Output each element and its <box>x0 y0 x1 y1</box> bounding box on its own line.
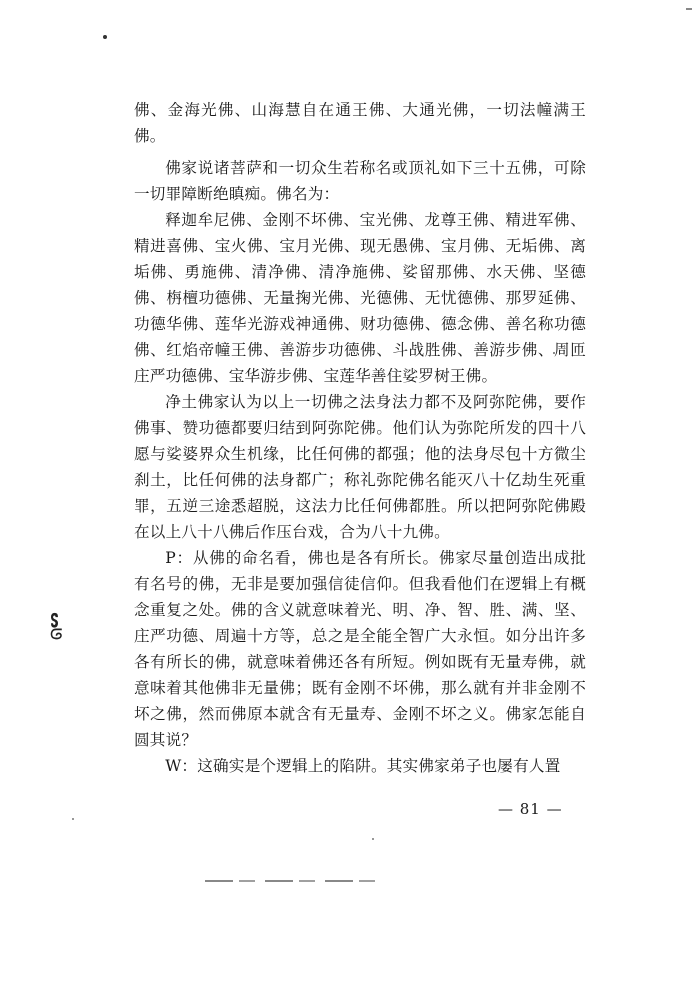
margin-mark: ᔕᘎ <box>46 612 63 640</box>
scan-speck <box>72 818 74 820</box>
scan-speck <box>686 8 692 10</box>
paragraph-continuation: 佛、金海光佛、山海慧自在通王佛、大通光佛，一切法幢满王佛。 <box>134 101 586 145</box>
scan-artifact-line <box>205 880 380 882</box>
paragraph-35-buddhas-intro: 佛家说诸菩萨和一切众生若称名或顶礼如下三十五佛，可除一切罪障断绝瞋痴。佛名为： <box>134 159 586 203</box>
scan-speck <box>103 35 107 39</box>
paragraph-w-answer: W：这确实是个逻辑上的陷阱。其实佛家弟子也屡有人置 <box>165 757 561 775</box>
scan-speck <box>372 838 374 840</box>
page-number: — 81 — <box>498 800 563 818</box>
paragraph-pure-land: 净土佛家认为以上一切佛之法身法力都不及阿弥陀佛，要作佛事、赞功德都要归结到阿弥陀佛。他们认为弥陀所发的四十八愿与娑婆界众生机缘，比任何佛的都强；他的法身尽包十方微尘刹土，比任何佛的法身都广；称礼弥陀佛名能灭八十亿劫生死重罪，五逆三途悉超脱，这法力比任何佛都胜。所以把阿弥陀佛殿在以上八十八佛后作压台戏，合为八十九佛。 <box>134 393 586 541</box>
paragraph-p-question: P：从佛的命名看，佛也是各有所长。佛家尽量创造出成批有名号的佛，无非是要加强信徒信仰。但我看他们在逻辑上有概念重复之处。佛的含义就意味着光、明、净、智、胜、满、坚、庄严功德、周遍十方等，总之是全能全智广大永恒。如分出许多各有所长的佛，就意味着佛还各有所短。例如既有无量寿佛，就意味着其他佛非无量佛；既有金刚不坏佛，那么就有并非金刚不坏之佛，然而佛原本就含有无量寿、金刚不坏之义。佛家怎能自圆其说？ <box>134 549 586 749</box>
paragraph-buddha-names: 释迦牟尼佛、金刚不坏佛、宝光佛、龙尊王佛、精进军佛、精进喜佛、宝火佛、宝月光佛、现无愚佛、宝月佛、无垢佛、离垢佛、勇施佛、清净佛、清净施佛、娑留那佛、水天佛、坚德佛、栴檀功德佛、无量掬光佛、光德佛、无忧德佛、那罗延佛、功德华佛、莲华光游戏神通佛、财功德佛、德念佛、善名称功德佛、红焰帝幢王佛、善游步功德佛、斗战胜佛、善游步佛、周匝庄严功德佛、宝华游步佛、宝莲华善住娑罗树王佛。 <box>134 211 586 385</box>
body-text <box>134 97 586 779</box>
